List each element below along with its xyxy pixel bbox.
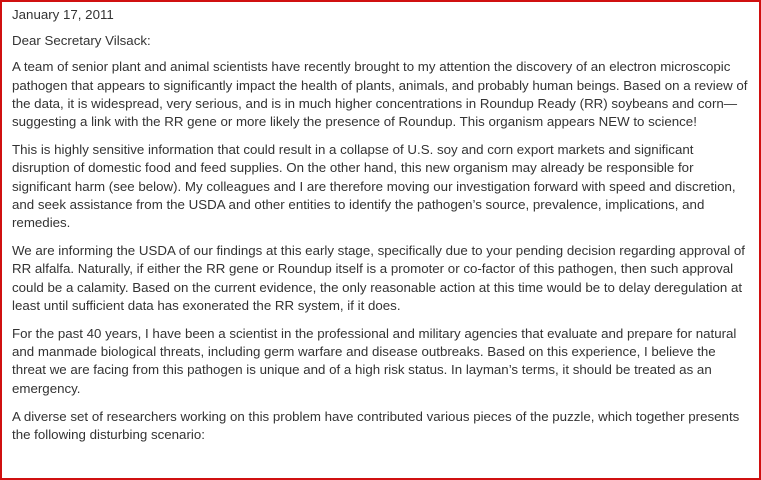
letter-greeting: Dear Secretary Vilsack: [12,33,151,49]
paragraph-pathogen-discovery: A team of senior plant and animal scientists have recently brought to my attention the discovery of an electron microscopic pathogen that appears to significantly impact the health of plants, animals, and probably human beings. Based on a review of the data, it is widespread, very serious, and is in much higher concentrations in Roundup Ready (RR) soybeans and corn—suggesting a link with the RR gene or more likely the presence of Roundup. This organism appears NEW to science! [12,59,748,130]
paragraph-experience: For the past 40 years, I have been a scientist in the professional and military agencies that evaluate and prepare for natural and manmade biological threats, including germ warfare and disease outbreaks. Based on this experience, I believe the threat we are facing from this pathogen is unique and of a high risk status. In layman’s terms, it should be treated as an emergency. [12,326,737,396]
paragraph-scenario-intro: A diverse set of researchers working on this problem have contributed various pieces of the puzzle, which together presents the following disturbing scenario: [12,408,740,443]
letter-date: January 17, 2011 [12,7,114,22]
letter-body [12,6,752,454]
paragraph-rr-alfalfa: We are informing the USDA of our findings at this early stage, specifically due to your pending decision regarding approval of RR alfalfa. Naturally, if either the RR gene or Roundup itself is a promoter or co-factor of this pathogen, then such approval could be a calamity. Based on the current evidence, the only reasonable action at this time would be to delay deregulation at least until sufficient data has exonerated the RR system, if it does. [12,243,745,313]
paragraph-sensitive-information: This is highly sensitive information that could result in a collapse of U.S. soy and corn export markets and significant disruption of domestic food and feed supplies. On the other hand, this new organism may already be responsible for significant harm (see below). My colleagues and I are therefore moving our investigation forward with speed and discretion, and seek assistance from the USDA and other entities to identify the pathogen’s source, prevalence, implications, and remedies. [12,142,736,231]
